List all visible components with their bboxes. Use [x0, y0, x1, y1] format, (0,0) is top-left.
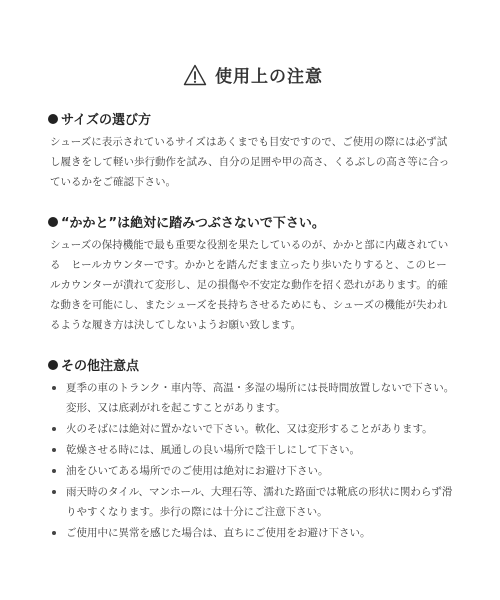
section-heading-text: “かかと”は絶対に踏みつぶさないで下さい。 — [61, 216, 325, 231]
warning-icon — [183, 64, 207, 86]
bullet-dot-icon — [48, 360, 58, 370]
section-other — [50, 355, 456, 543]
list-item — [50, 523, 456, 543]
bullet-icon — [52, 386, 56, 390]
section-size — [50, 109, 456, 192]
bullet-icon — [52, 531, 56, 535]
section-heading-text: その他注意点 — [61, 359, 140, 374]
title-row — [50, 62, 456, 87]
list-item-text: 乾燥させる時には、風通しの良い場所で陰干しにして下さい。 — [66, 444, 360, 456]
list-item-text: 火のそばには絶対に置かないで下さい。軟化、又は変形することがあります。 — [66, 423, 433, 435]
section-heading-text: サイズの選び方 — [61, 113, 151, 128]
page-title: 使用上の注意 — [215, 67, 323, 87]
section-body — [50, 235, 456, 335]
section-heading — [48, 212, 456, 231]
section-heel — [50, 212, 456, 335]
list-item — [50, 461, 456, 481]
section-heading — [48, 109, 456, 128]
bullet-icon — [52, 490, 56, 494]
section-body — [50, 132, 456, 192]
section-paragraph: シューズの保持機能で最も重要な役割を果たしているのが、かかと部に内蔵されている ヒールカウンターです。かかとを踏んだまま立ったり歩いたりすると、このヒールカウンターが潰れて変形し、足の損傷や不安定な動作を招く恐れがあります。的確な動きを可能にし、またシューズを長持ちさせるためにも、シューズの機能が失われるような履き方は決してしないようお願い致します。 — [50, 239, 449, 331]
bullet-icon — [52, 448, 56, 452]
list-item — [50, 419, 456, 439]
section-heading — [48, 355, 456, 374]
notes-list — [50, 378, 456, 543]
bullet-icon — [52, 427, 56, 431]
bullet-icon — [52, 469, 56, 473]
section-paragraph: シューズに表示されているサイズはあくまでも目安ですので、ご使用の際には必ず試し履きをして軽い歩行動作を試み、自分の足囲や甲の高さ、くるぶしの高さ等に合っているかをご確認下さい。 — [50, 136, 450, 188]
bullet-dot-icon — [48, 114, 58, 124]
list-item-text: ご使用中に異常を感じた場合は、直ちにご使用をお避け下さい。 — [66, 527, 371, 539]
bullet-dot-icon — [48, 217, 58, 227]
list-item — [50, 482, 456, 522]
list-item-text: 夏季の車のトランク・車内等、高温・多湿の場所には長時間放置しないで下さい。変形、又は底剥がれを起こすことがあります。 — [66, 382, 455, 414]
list-item-text: 雨天時のタイル、マンホール、大理石等、濡れた路面では靴底の形状に関わらず滑りやすくなります。歩行の際には十分にご注意下さい。 — [66, 486, 453, 518]
list-item — [50, 440, 456, 460]
list-item-text: 油をひいてある場所でのご使用は絶対にお避け下さい。 — [66, 465, 329, 477]
list-item — [50, 378, 456, 418]
